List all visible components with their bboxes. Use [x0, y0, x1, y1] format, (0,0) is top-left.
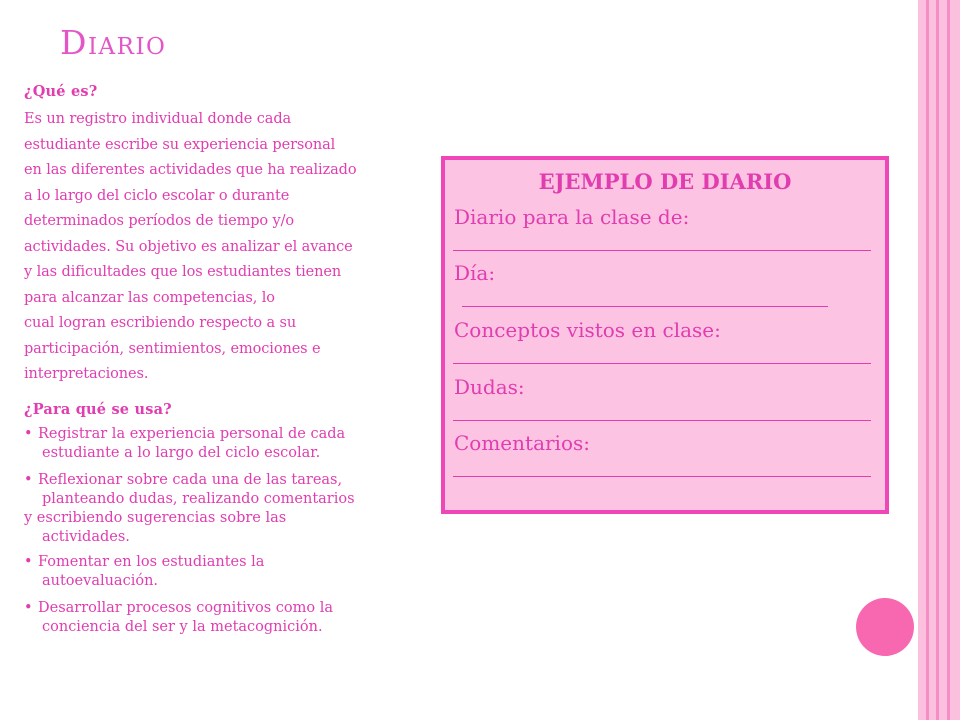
list-item-text: estudiante a lo largo del ciclo escolar.: [42, 444, 321, 461]
decorative-circle: [856, 598, 914, 656]
list-item-text: Registrar la experiencia personal de cada: [38, 425, 346, 442]
bullet-icon: •: [24, 553, 33, 570]
paragraph-line: determinados períodos de tiempo y/o: [24, 213, 295, 229]
concepts-field-label: Conceptos vistos en clase:: [454, 318, 721, 342]
what-is-paragraph: [24, 107, 434, 388]
stripe: [939, 0, 947, 720]
uses-heading: ¿Para qué se usa?: [24, 400, 172, 418]
class-field-line: [453, 250, 871, 251]
list-item-text: Desarrollar procesos cognitivos como la: [38, 599, 333, 616]
day-field-label: Día:: [454, 261, 496, 285]
doubts-field-line: [453, 420, 871, 421]
list-item-text: conciencia del ser y la metacognición.: [42, 618, 323, 635]
uses-list: [24, 425, 434, 637]
concepts-field-line: [453, 363, 871, 364]
what-is-heading: ¿Qué es?: [24, 83, 98, 100]
stripe: [929, 0, 936, 720]
paragraph-line: para alcanzar las competencias, lo: [24, 289, 275, 306]
paragraph-line: en las diferentes actividades que ha realizado: [24, 162, 357, 178]
comments-field-label: Comentarios:: [454, 431, 590, 455]
bullet-icon: •: [24, 599, 33, 616]
description-column: [24, 82, 434, 645]
bullet-icon: •: [24, 471, 33, 488]
paragraph-line: interpretaciones.: [24, 366, 149, 382]
class-field-label: Diario para la clase de:: [454, 205, 690, 229]
paragraph-line: participación, sentimientos, emociones e: [24, 340, 321, 357]
list-item-text: actividades.: [42, 528, 130, 545]
list-item-text: autoevaluación.: [42, 572, 159, 589]
list-item-text: planteando dudas, realizando comentarios: [42, 490, 355, 507]
paragraph-line: Es un registro individual donde cada: [24, 111, 292, 127]
bullet-icon: •: [24, 425, 33, 442]
day-field-line: [462, 306, 828, 307]
paragraph-line: a lo largo del ciclo escolar o durante: [24, 187, 290, 204]
list-item: [24, 599, 434, 637]
doubts-field-label: Dudas:: [454, 375, 525, 399]
decorative-stripes: [918, 0, 960, 720]
list-item-text: Fomentar en los estudiantes la: [38, 553, 265, 570]
paragraph-line: actividades. Su objetivo es analizar el avance: [24, 238, 353, 255]
example-title: EJEMPLO DE DIARIO: [538, 169, 792, 194]
paragraph-line: y las dificultades que los estudiantes tienen: [24, 264, 342, 280]
page-title: Diario: [60, 23, 167, 62]
stripe: [918, 0, 926, 720]
list-item: [24, 553, 434, 591]
comments-field-line: [453, 476, 871, 477]
list-item-text: y escribiendo sugerencias sobre las: [24, 509, 287, 526]
list-item: [24, 471, 434, 547]
paragraph-line: cual logran escribiendo respecto a su: [24, 315, 297, 331]
paragraph-line: estudiante escribe su experiencia personal: [24, 136, 336, 153]
list-item-text: Reflexionar sobre cada una de las tareas,: [38, 471, 343, 488]
list-item: [24, 425, 434, 463]
diary-example-box: [441, 156, 889, 514]
stripe: [950, 0, 960, 720]
